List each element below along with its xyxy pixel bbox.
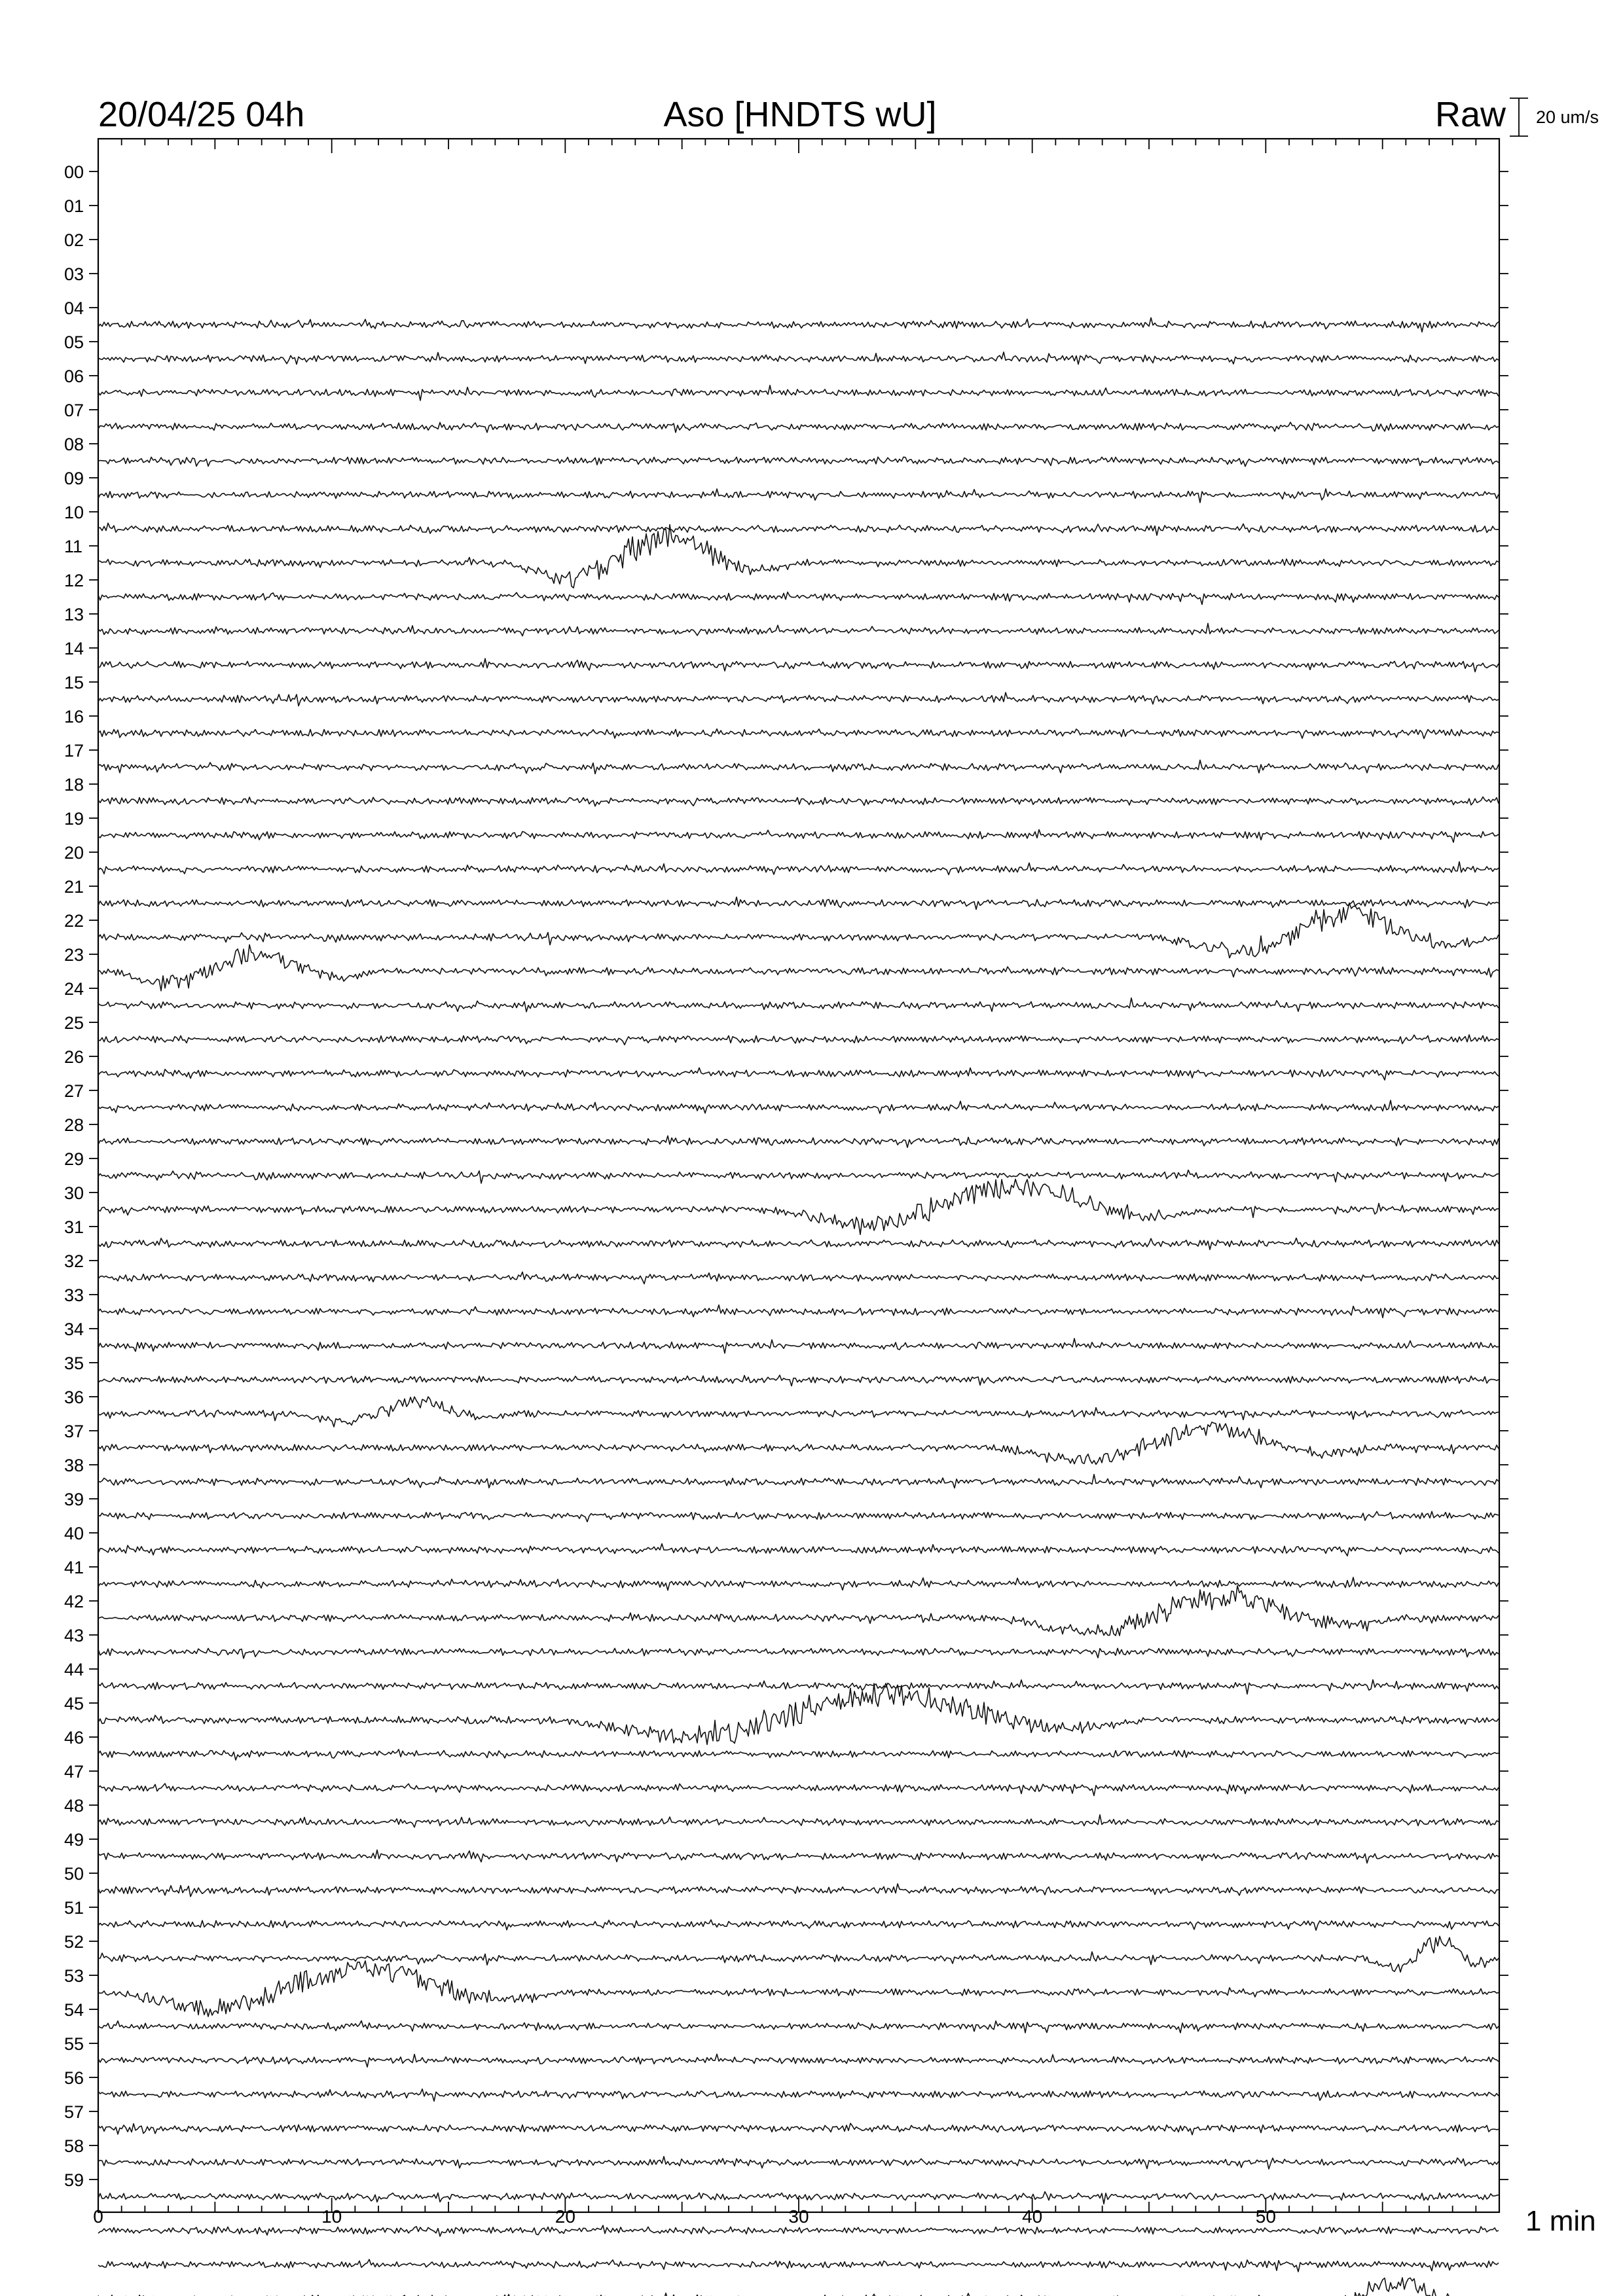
trace-line	[98, 998, 1499, 1012]
header-station-title: Aso [HNDTS wU]	[663, 95, 937, 134]
trace-line	[98, 2157, 1499, 2169]
trace-line	[98, 2054, 1499, 2067]
trace-line	[98, 830, 1499, 842]
trace-line	[98, 2089, 1499, 2102]
row-label: 41	[64, 1558, 84, 1577]
trace-line	[98, 1815, 1499, 1827]
trace-line	[98, 897, 1499, 910]
row-label: 31	[64, 1217, 84, 1237]
row-label: 51	[64, 1898, 84, 1918]
row-label: 01	[64, 196, 84, 216]
row-label: 33	[64, 1285, 84, 1305]
trace-line	[98, 623, 1499, 636]
row-label: 34	[64, 1319, 84, 1339]
trace-line	[98, 2021, 1499, 2033]
row-label: 12	[64, 571, 84, 590]
row-label: 22	[64, 911, 84, 931]
trace-line	[98, 592, 1499, 605]
trace-line	[98, 1375, 1499, 1386]
row-label: 53	[64, 1966, 84, 1986]
x-tick-label: 30	[788, 2206, 809, 2227]
row-label: 28	[64, 1115, 84, 1135]
row-label: 44	[64, 1660, 84, 1679]
row-label: 10	[64, 503, 84, 522]
row-label: 23	[64, 945, 84, 965]
row-label: 29	[64, 1149, 84, 1169]
row-label: 56	[64, 2068, 84, 2088]
row-labels	[64, 162, 1508, 2190]
trace-line	[98, 1170, 1499, 1183]
trace-line	[98, 523, 1499, 535]
row-label: 55	[64, 2034, 84, 2054]
trace-line	[98, 903, 1499, 958]
row-label: 05	[64, 332, 84, 352]
row-label: 14	[64, 639, 84, 658]
trace-line	[98, 1884, 1499, 1897]
row-label: 49	[64, 1830, 84, 1850]
row-label: 36	[64, 1388, 84, 1407]
row-label: 17	[64, 741, 84, 761]
row-label: 47	[64, 1762, 84, 1782]
row-label: 50	[64, 1864, 84, 1884]
row-label: 15	[64, 673, 84, 692]
row-label: 38	[64, 1456, 84, 1475]
trace-line	[98, 2225, 1499, 2236]
row-label: 27	[64, 1081, 84, 1101]
row-label: 57	[64, 2102, 84, 2122]
x-tick-label: 0	[93, 2206, 103, 2227]
row-label: 59	[64, 2170, 84, 2190]
row-label: 48	[64, 1796, 84, 1816]
header-datetime: 20/04/25 04h	[98, 95, 305, 134]
trace-line	[98, 944, 1499, 991]
row-label: 20	[64, 843, 84, 863]
row-label: 04	[64, 298, 84, 318]
row-label: 45	[64, 1694, 84, 1713]
trace-line	[98, 2123, 1499, 2135]
trace-line	[98, 1679, 1499, 1694]
trace-line	[98, 1397, 1499, 1427]
row-label: 08	[64, 435, 84, 454]
trace-line	[98, 386, 1499, 401]
trace-line	[98, 317, 1499, 332]
row-label: 06	[64, 367, 84, 386]
row-label: 43	[64, 1626, 84, 1645]
trace-line	[98, 525, 1499, 588]
row-label: 58	[64, 2136, 84, 2156]
row-label: 09	[64, 469, 84, 488]
row-label: 16	[64, 707, 84, 726]
row-label: 21	[64, 877, 84, 897]
trace-line	[98, 489, 1499, 503]
row-label: 26	[64, 1047, 84, 1067]
row-label: 46	[64, 1728, 84, 1748]
row-label: 24	[64, 979, 84, 999]
row-label: 52	[64, 1932, 84, 1952]
trace-line	[98, 658, 1499, 672]
trace-line	[98, 1586, 1499, 1636]
row-label: 39	[64, 1490, 84, 1509]
trace-line	[98, 1683, 1499, 1744]
row-label: 03	[64, 264, 84, 284]
trace-line	[98, 1577, 1499, 1590]
row-label: 11	[64, 537, 83, 556]
trace-line	[98, 1749, 1499, 1760]
x-tick-labels	[93, 2206, 1276, 2227]
row-label: 07	[64, 401, 84, 420]
row-label: 30	[64, 1183, 84, 1203]
trace-line	[98, 1238, 1499, 1250]
trace-line	[98, 1100, 1499, 1113]
row-label: 19	[64, 809, 84, 829]
trace-group	[98, 317, 1499, 2296]
row-label: 00	[64, 162, 84, 182]
trace-line	[98, 1136, 1499, 1147]
trace-line	[98, 760, 1499, 774]
trace-line	[98, 1179, 1499, 1235]
trace-line	[98, 1850, 1499, 1863]
trace-line	[98, 2278, 1499, 2296]
x-tick-label: 10	[321, 2206, 342, 2227]
trace-line	[98, 457, 1499, 466]
x-tick-label: 20	[555, 2206, 575, 2227]
row-label: 32	[64, 1251, 84, 1271]
trace-line	[98, 1936, 1499, 1972]
x-axis-label: 1 min	[1525, 2205, 1596, 2237]
x-tick-label: 40	[1022, 2206, 1043, 2227]
scale-bar-label: 20 um/s	[1536, 107, 1599, 127]
scale-bar	[1510, 98, 1599, 136]
trace-line	[98, 1475, 1499, 1488]
x-tick-label: 50	[1255, 2206, 1276, 2227]
trace-line	[98, 1305, 1499, 1318]
trace-line	[98, 1920, 1499, 1930]
trace-line	[98, 1272, 1499, 1283]
row-label: 40	[64, 1524, 84, 1543]
trace-line	[98, 1035, 1499, 1045]
row-label: 13	[64, 605, 84, 624]
trace-line	[98, 797, 1499, 806]
trace-line	[98, 1784, 1499, 1796]
row-label: 37	[64, 1422, 84, 1441]
row-label: 25	[64, 1013, 84, 1033]
header-mode: Raw	[1434, 95, 1506, 134]
row-label: 18	[64, 775, 84, 795]
trace-line	[98, 422, 1499, 433]
row-label: 02	[64, 230, 84, 250]
trace-line	[98, 729, 1499, 739]
trace-line	[98, 1511, 1499, 1522]
trace-line	[98, 2259, 1499, 2272]
row-label: 54	[64, 2000, 84, 2020]
trace-line	[98, 1422, 1499, 1465]
trace-line	[98, 1067, 1499, 1080]
row-label: 35	[64, 1354, 84, 1373]
trace-line	[98, 862, 1499, 875]
trace-line	[98, 692, 1499, 706]
row-label: 42	[64, 1592, 84, 1611]
trace-line	[98, 352, 1499, 365]
trace-line	[98, 1544, 1499, 1556]
trace-line	[98, 1961, 1499, 2017]
trace-line	[98, 1648, 1499, 1659]
trace-line	[98, 1338, 1499, 1354]
